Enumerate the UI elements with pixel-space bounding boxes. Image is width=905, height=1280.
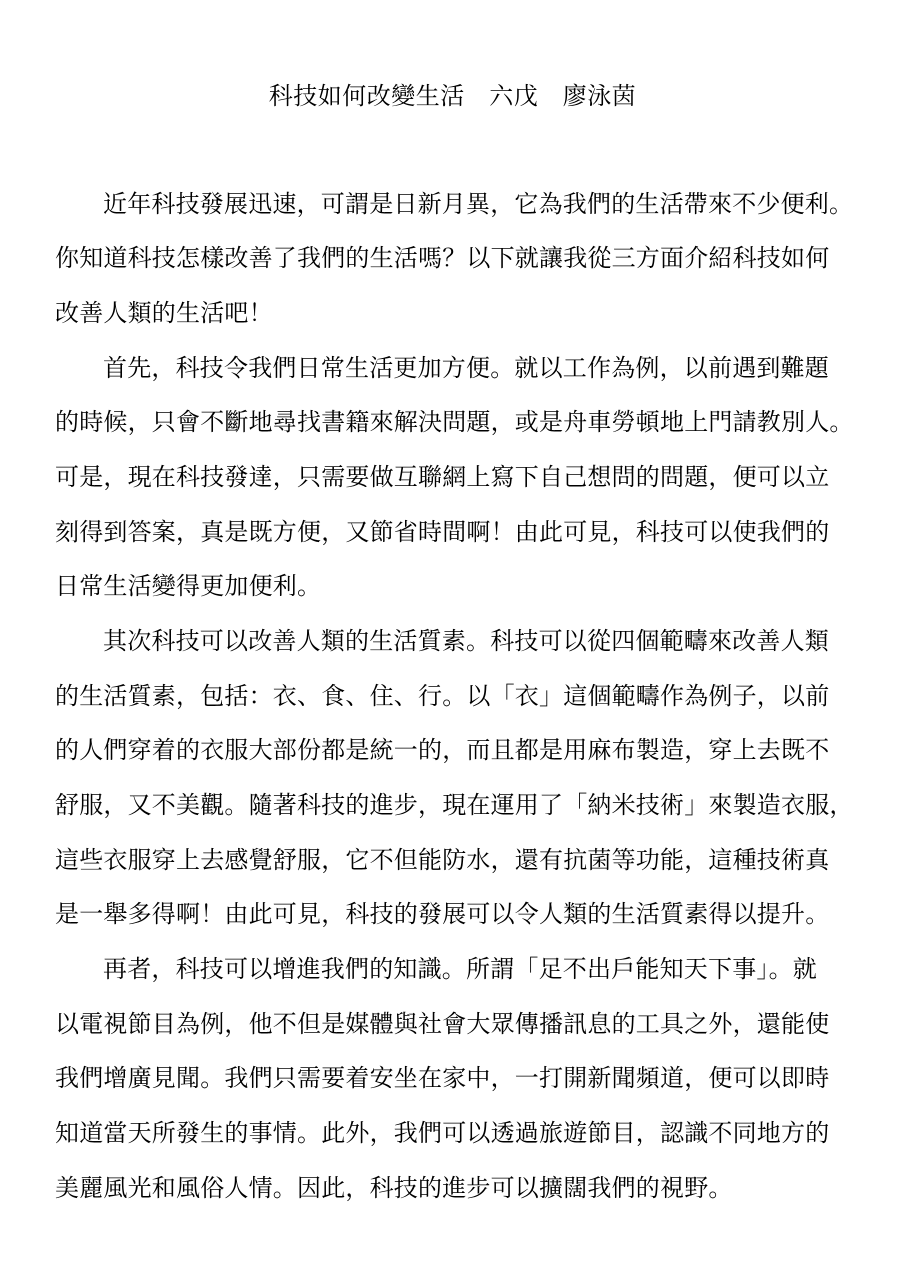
text-line: 以電視節目為例，他不但是媒體與社會大眾傳播訊息的工具之外，還能使 [55, 1010, 830, 1038]
text-line: 其次科技可以改善人類的生活質素。科技可以從四個範疇來改善人類 [103, 627, 829, 655]
document-title: 科技如何改變生活 六戊 廖泳茵 [268, 82, 637, 110]
text-line: 近年科技發展迅速，可謂是日新月異，它為我們的生活帶來不少便利。 [103, 190, 854, 218]
text-line: 的生活質素，包括：衣、食、住、行。以「衣」這個範疇作為例子，以前 [55, 682, 830, 710]
text-line: 的人們穿着的衣服大部份都是統一的，而且都是用麻布製造，穿上去既不 [55, 736, 830, 764]
text-line: 首先，科技令我們日常生活更加方便。就以工作為例，以前遇到難題 [103, 354, 829, 382]
text-line: 這些衣服穿上去感覺舒服，它不但能防水，還有抗菌等功能，這種技術真 [55, 846, 830, 874]
text-line: 知道當天所發生的事情。此外，我們可以透過旅遊節目，認識不同地方的 [55, 1119, 830, 1147]
text-line: 改善人類的生活吧！ [55, 299, 273, 327]
text-line: 刻得到答案，真是既方便，又節省時間啊！由此可見，科技可以使我們的 [55, 518, 830, 546]
text-line: 我們增廣見聞。我們只需要着安坐在家中，一打開新聞頻道，便可以即時 [55, 1064, 830, 1092]
text-line: 舒服，又不美觀。隨著科技的進步，現在運用了「納米技術」來製造衣服， [55, 791, 854, 819]
text-line: 日常生活變得更加便利。 [55, 572, 322, 600]
text-line: 是一舉多得啊！由此可見，科技的發展可以令人類的生活質素得以提升。 [55, 900, 830, 928]
text-line: 可是，現在科技發達，只需要做互聯網上寫下自己想問的問題，便可以立 [55, 463, 830, 491]
text-line: 的時候，只會不斷地尋找書籍來解決問題，或是舟車勞頓地上門請教別人。 [55, 408, 854, 436]
text-line: 再者，科技可以增進我們的知識。所謂「足不出戶能知天下事」。就 [103, 955, 817, 983]
text-line: 你知道科技怎樣改善了我們的生活嗎？以下就讓我從三方面介紹科技如何 [55, 244, 830, 272]
text-line: 美麗風光和風俗人情。因此，科技的進步可以擴闊我們的視野。 [55, 1174, 733, 1202]
